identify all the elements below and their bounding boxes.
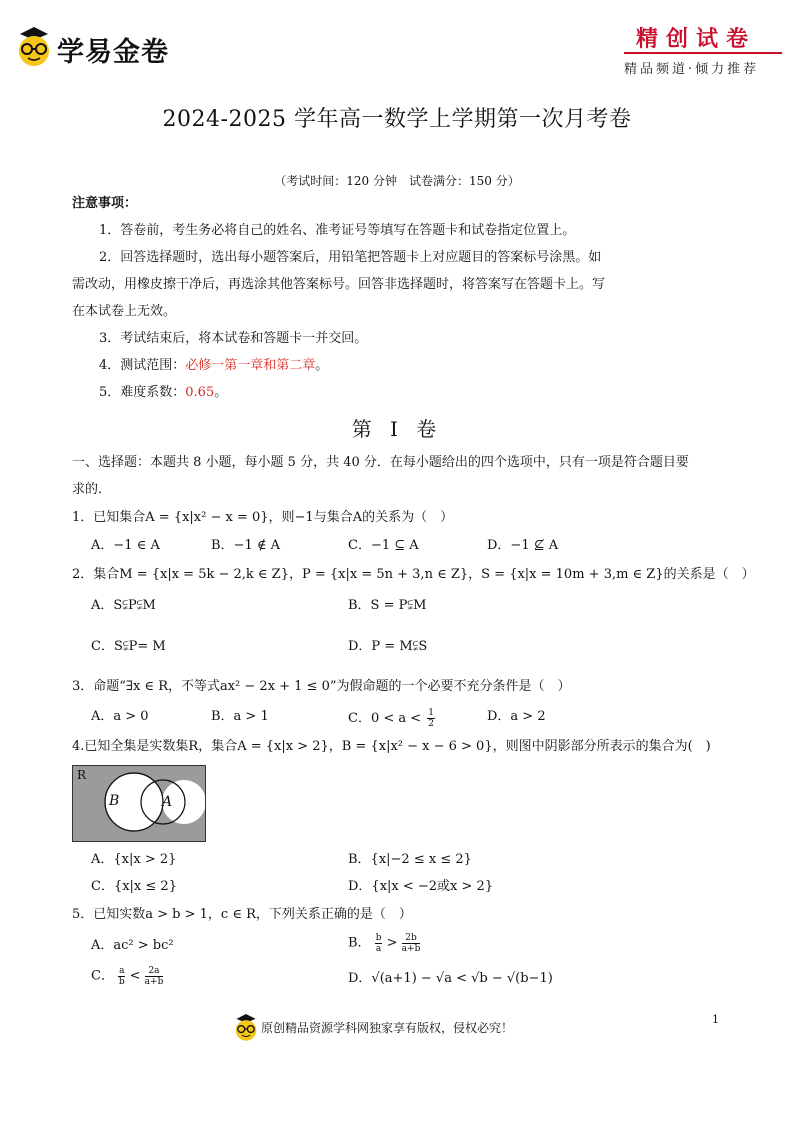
note-item-5-end: 。 — [214, 385, 228, 400]
q1-option-b: B．−1 ∉ A — [211, 538, 280, 553]
fraction-denominator: a+b — [401, 944, 421, 954]
q1-option-a: A．−1 ∈ A — [91, 538, 160, 553]
operator: < — [129, 968, 141, 984]
brand-subtitle: 精品频道·倾力推荐 — [624, 62, 760, 77]
fraction-numerator: 2a — [145, 966, 164, 977]
q3-option-d: D．a > 2 — [487, 709, 546, 724]
q2-option-c: C．S⫋P= M — [91, 639, 166, 654]
fraction — [375, 933, 383, 954]
volume-title: 第 Ⅰ 卷 — [351, 417, 443, 441]
fraction-denominator: a — [375, 944, 382, 954]
note-item-5-label: 5．难度系数： — [99, 385, 186, 400]
note-item-4-label: 4．测试范围： — [99, 358, 186, 373]
logo-text: 学易金卷 — [57, 37, 169, 68]
section-heading-cont: 求的． — [72, 482, 112, 497]
exam-info: （考试时间：120 分钟 试卷满分：150 分） — [274, 174, 520, 188]
q5-option-d: D．√(a+1) − √a < √b − √(b−1) — [348, 971, 553, 986]
venn-set-b-label: B — [109, 793, 120, 809]
note-item-2-cont: 在本试卷上无效。 — [72, 304, 177, 319]
fraction-denominator: b — [118, 977, 125, 987]
venn-diagram — [72, 765, 206, 842]
q3-option-c-text: C．0 < a < — [348, 711, 422, 726]
q4-option-a: A．{x|x > 2} — [91, 852, 177, 867]
q3-option-b: B．a > 1 — [211, 709, 269, 724]
logo-mascot-icon — [14, 24, 54, 68]
fraction-numerator: 1 — [428, 708, 435, 718]
q1-option-c: C．−1 ⊆ A — [348, 538, 419, 553]
test-range: 必修一第一章和第二章 — [185, 358, 316, 373]
page-title: 2024-2025 学年高一数学上学期第一次月考卷 — [162, 107, 632, 132]
brand-title: 精创试卷 — [636, 27, 757, 52]
header — [0, 0, 794, 90]
venn-set-a-label: A — [162, 794, 173, 810]
note-item-3: 3．考试结束后，将本试卷和答题卡一并交回。 — [99, 331, 368, 346]
fraction — [402, 933, 421, 954]
copyright-footer: 原创精品资源学科网独家享有版权，侵权必究！ — [261, 1021, 514, 1035]
fraction — [427, 708, 435, 729]
difficulty-value: 0.65 — [185, 385, 215, 400]
venn-diagram-drawing — [73, 766, 205, 841]
question-5-stem: 5．已知实数a > b > 1，c ∈ R，下列关系正确的是（ ） — [72, 907, 412, 922]
q3-option-a: A．a > 0 — [91, 709, 149, 724]
q1-option-d: D．−1 ⊈ A — [487, 538, 559, 553]
fraction — [145, 966, 164, 987]
q2-option-a: A．S⫋P⫋M — [91, 598, 156, 613]
fraction-numerator: b — [375, 933, 382, 943]
q2-option-d: D．P = M⫋S — [348, 639, 428, 654]
q4-option-d: D．{x|x < −2或x > 2} — [348, 879, 494, 894]
fraction-denominator: a+b — [144, 977, 164, 987]
q5-option-c — [91, 966, 163, 987]
q4-option-b: B．{x|−2 ≤ x ≤ 2} — [348, 852, 472, 867]
q5-option-b-label: B． — [348, 935, 371, 951]
q5-option-b — [348, 933, 420, 954]
note-item-5 — [99, 384, 227, 402]
q2-option-b: B．S = P⫋M — [348, 598, 427, 613]
notes-heading: 注意事项： — [72, 196, 138, 211]
note-item-4 — [99, 357, 328, 375]
operator: > — [386, 935, 398, 951]
fraction-numerator: a — [119, 966, 125, 976]
q5-option-a: A．ac² > bc² — [91, 938, 174, 953]
q5-option-c-label: C． — [91, 968, 114, 984]
q3-option-c — [348, 708, 435, 729]
brand-divider — [624, 52, 782, 54]
note-item-4-end: 。 — [315, 358, 329, 373]
q4-option-c: C．{x|x ≤ 2} — [91, 879, 177, 894]
note-item-2-cont: 需改动，用橡皮擦干净后，再选涂其他答案标号。回答非选择题时，将答案写在答题卡上。写 — [72, 277, 606, 292]
note-item-1: 1．答卷前，考生务必将自己的姓名、准考证号等填写在答题卡和试卷指定位置上。 — [99, 223, 576, 238]
footer-mascot-icon — [232, 1012, 260, 1042]
fraction-numerator: 2b — [402, 933, 421, 944]
question-3-stem: 3．命题“∃x ∈ R，不等式ax² − 2x + 1 ≤ 0”为假命题的一个必要不充分条件是（ ） — [72, 679, 571, 694]
section-heading: 一、选择题：本题共 8 小题，每小题 5 分，共 40 分．在每小题给出的四个选项中，只有一项是符合题目要 — [72, 455, 689, 470]
question-2-stem: 2．集合M = {x|x = 5k − 2,k ∈ Z}，P = {x|x = 5n + 3,n ∈ Z}，S = {x|x = 10m + 3,m ∈ Z}的关系是（ ） — [72, 567, 755, 582]
fraction-denominator: 2 — [428, 719, 435, 729]
fraction — [118, 966, 125, 987]
page-number: 1 — [712, 1013, 719, 1026]
venn-universal-label: R — [77, 768, 87, 782]
note-item-2: 2．回答选择题时，选出每小题答案后，用铅笔把答题卡上对应题目的答案标号涂黑。如 — [99, 250, 602, 265]
question-1-stem: 1．已知集合A = {x|x² − x = 0}，则−1与集合A的关系为（ ） — [72, 510, 454, 525]
question-4-stem: 4.已知全集是实数集R，集合A = {x|x > 2}，B = {x|x² − x − 6 > 0}，则图中阴影部分所表示的集合为( ) — [72, 739, 711, 754]
